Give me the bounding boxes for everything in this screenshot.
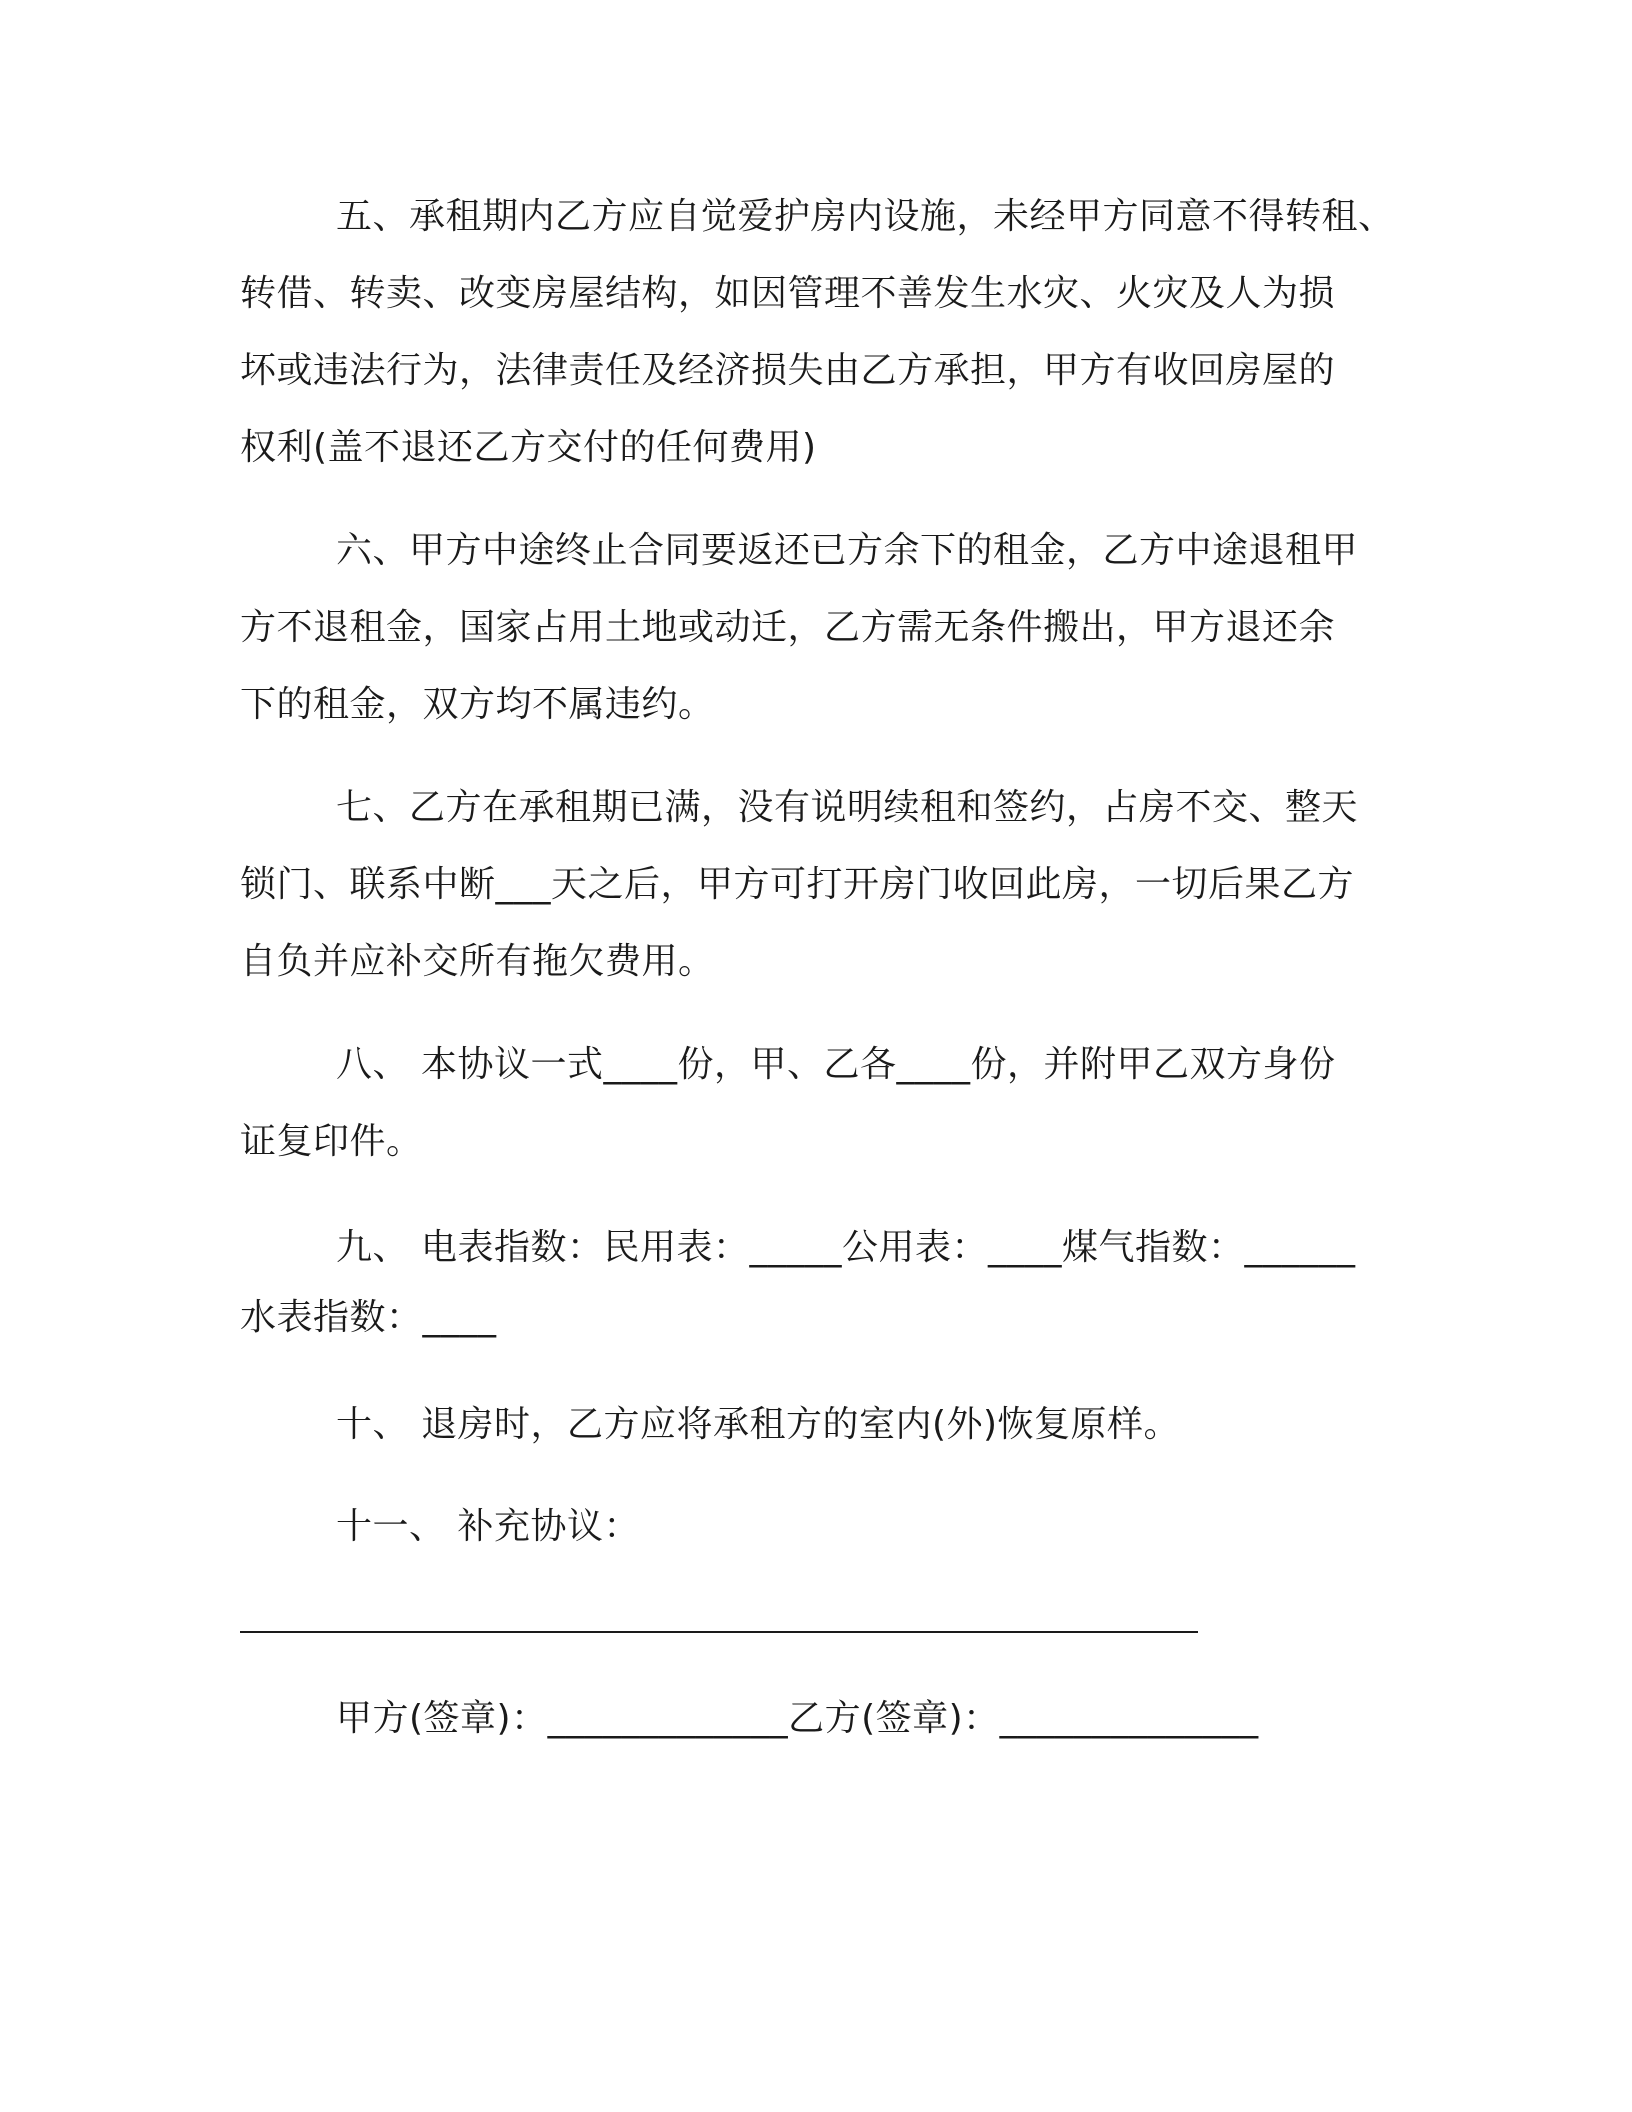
supplement-blank-line [240,1631,1198,1633]
clause-9 [240,1213,1380,1353]
clause-6-line-1: 六、甲方中途终止合同要返还已方余下的租金，乙方中途退租甲 [336,530,1359,571]
clause-8 [240,1026,1380,1180]
clause-7-line-1: 七、乙方在承租期已满，没有说明续租和签约，占房不交、整天 [336,787,1359,828]
clause-6-line-2: 方不退租金，国家占用土地或动迁，乙方需无条件搬出，甲方退还余 [240,607,1336,648]
signature-line: 甲方(签章)：_____________乙方(签章)：______________ [336,1698,1259,1739]
clause-5-line-3: 坏或违法行为，法律责任及经济损失由乙方承担，甲方有收回房屋的 [240,350,1336,391]
clause-10-line-1: 十、 退房时，乙方应将承租方的室内(外)恢复原样。 [336,1404,1181,1445]
signature-block [240,1680,1380,1757]
clause-7 [240,769,1380,1000]
clause-5-line-2: 转借、转卖、改变房屋结构，如因管理不善发生水灾、火灾及人为损 [240,273,1336,314]
clause-7-line-3: 自负并应补交所有拖欠费用。 [240,941,715,982]
clause-9-line-2: 水表指数：____ [240,1297,497,1338]
clause-5 [240,178,1395,486]
clause-9-line-1: 九、 电表指数：民用表：_____公用表：____煤气指数：______ [336,1227,1356,1268]
clause-6 [240,512,1380,743]
clause-11 [240,1488,1380,1565]
clause-8-line-2: 证复印件。 [240,1121,423,1162]
clause-5-line-1: 五、承租期内乙方应自觉爱护房内设施，未经甲方同意不得转租、 [336,196,1395,237]
clause-8-line-1: 八、 本协议一式____份，甲、乙各____份，并附甲乙双方身份 [336,1044,1336,1085]
clause-7-line-2: 锁门、联系中断___天之后，甲方可打开房门收回此房，一切后果乙方 [240,864,1355,905]
clause-10 [240,1386,1380,1463]
clause-11-line-1: 十一、 补充协议： [336,1506,640,1547]
clause-5-line-4: 权利(盖不退还乙方交付的任何费用) [240,427,817,468]
clause-6-line-3: 下的租金，双方均不属违约。 [240,684,715,725]
